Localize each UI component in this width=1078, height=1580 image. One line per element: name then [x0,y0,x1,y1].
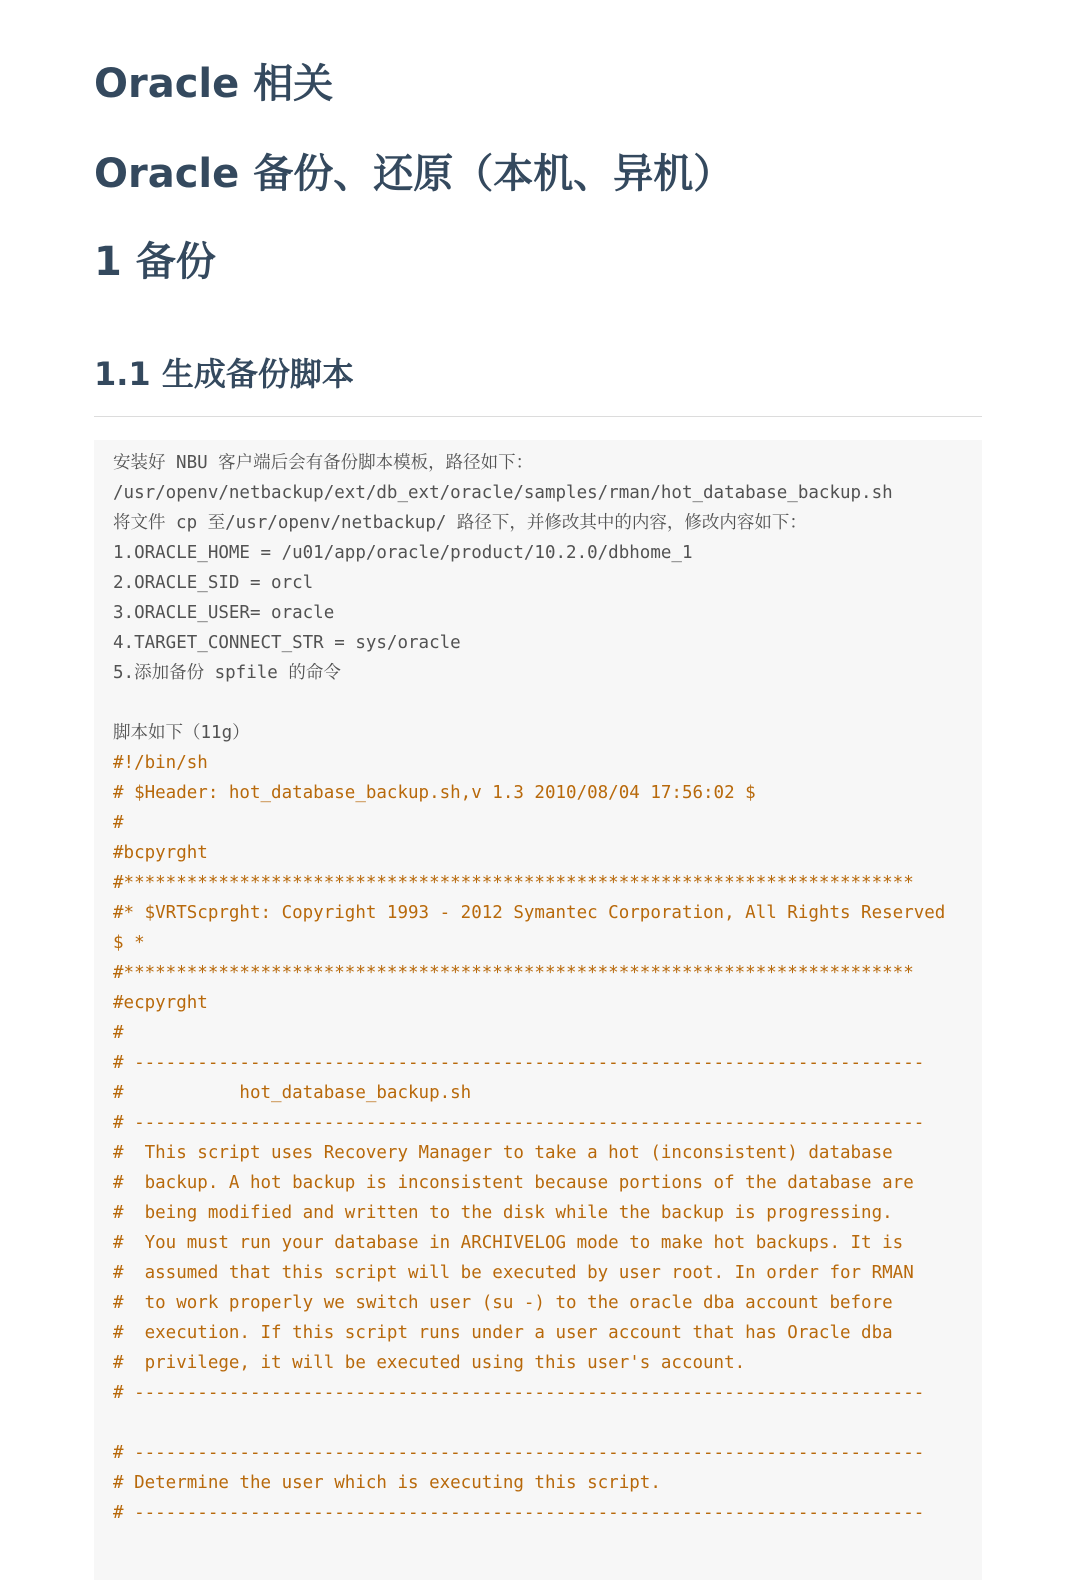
code-line: # being modified and written to the disk while the backup is progressing. [113,1203,893,1223]
code-line: #*************************************************************************** [113,963,914,983]
heading-backup: 1 备份 [94,239,216,285]
code-line: 4.TARGET_CONNECT_STR = sys/oracle [113,633,461,653]
code-line: 1.ORACLE_HOME = /u01/app/oracle/product/10.2.0/dbhome_1 [113,543,693,563]
code-line: # execution. If this script runs under a user account that has Oracle dba [113,1323,893,1343]
code-line: /usr/openv/netbackup/ext/db_ext/oracle/samples/rman/hot_database_backup.sh [113,483,893,503]
code-line: 安装好 NBU 客户端后会有备份脚本模板，路径如下： [113,453,534,473]
code-line [113,1408,982,1438]
code-line: # Determine the user which is executing this script. [113,1473,661,1493]
code-line: #*************************************************************************** [113,873,914,893]
code-line: # [113,1023,124,1043]
code-line [113,688,982,718]
code-line: #ecpyrght [113,993,208,1013]
heading-generate-backup-script: 1.1 生成备份脚本 [94,355,354,393]
code-line: 3.ORACLE_USER= oracle [113,603,335,623]
heading-divider [94,416,982,417]
code-line: # --------------------------------------------------------------------------- [113,1443,925,1463]
code-line: # --------------------------------------------------------------------------- [113,1113,925,1133]
heading-oracle-related: Oracle 相关 [94,61,334,107]
code-line: # This script uses Recovery Manager to take a hot (inconsistent) database [113,1143,893,1163]
code-block[interactable] [94,440,982,1580]
heading-oracle-backup-restore: Oracle 备份、还原（本机、异机） [94,151,734,197]
code-line: # --------------------------------------------------------------------------- [113,1053,925,1073]
code-line: # privilege, it will be executed using this user's account. [113,1353,746,1373]
code-line: # --------------------------------------------------------------------------- [113,1503,925,1523]
code-line: # hot_database_backup.sh [113,1083,472,1103]
code-line: # [113,813,124,833]
code-line: # You must run your database in ARCHIVELOG mode to make hot backups. It is [113,1233,904,1253]
code-line: # to work properly we switch user (su -) to the oracle dba account before [113,1293,893,1313]
code-line: 脚本如下（11g） [113,723,250,743]
code-line: # $Header: hot_database_backup.sh,v 1.3 2010/08/04 17:56:02 $ [113,783,756,803]
code-line: # backup. A hot backup is inconsistent because portions of the database are [113,1173,914,1193]
code-line: $ * [113,933,145,953]
code-line: 2.ORACLE_SID = orcl [113,573,314,593]
code-line: 5.添加备份 spfile 的命令 [113,663,341,683]
code-line: #!/bin/sh [113,753,208,773]
code-line: # --------------------------------------------------------------------------- [113,1383,925,1403]
code-line: #bcpyrght [113,843,208,863]
code-line: # assumed that this script will be executed by user root. In order for RMAN [113,1263,914,1283]
code-line: #* $VRTScprght: Copyright 1993 - 2012 Symantec Corporation, All Rights Reserved [113,903,946,923]
code-line: 将文件 cp 至/usr/openv/netbackup/ 路径下，并修改其中的内容，修改内容如下： [113,513,807,533]
code-lines [113,448,982,1528]
